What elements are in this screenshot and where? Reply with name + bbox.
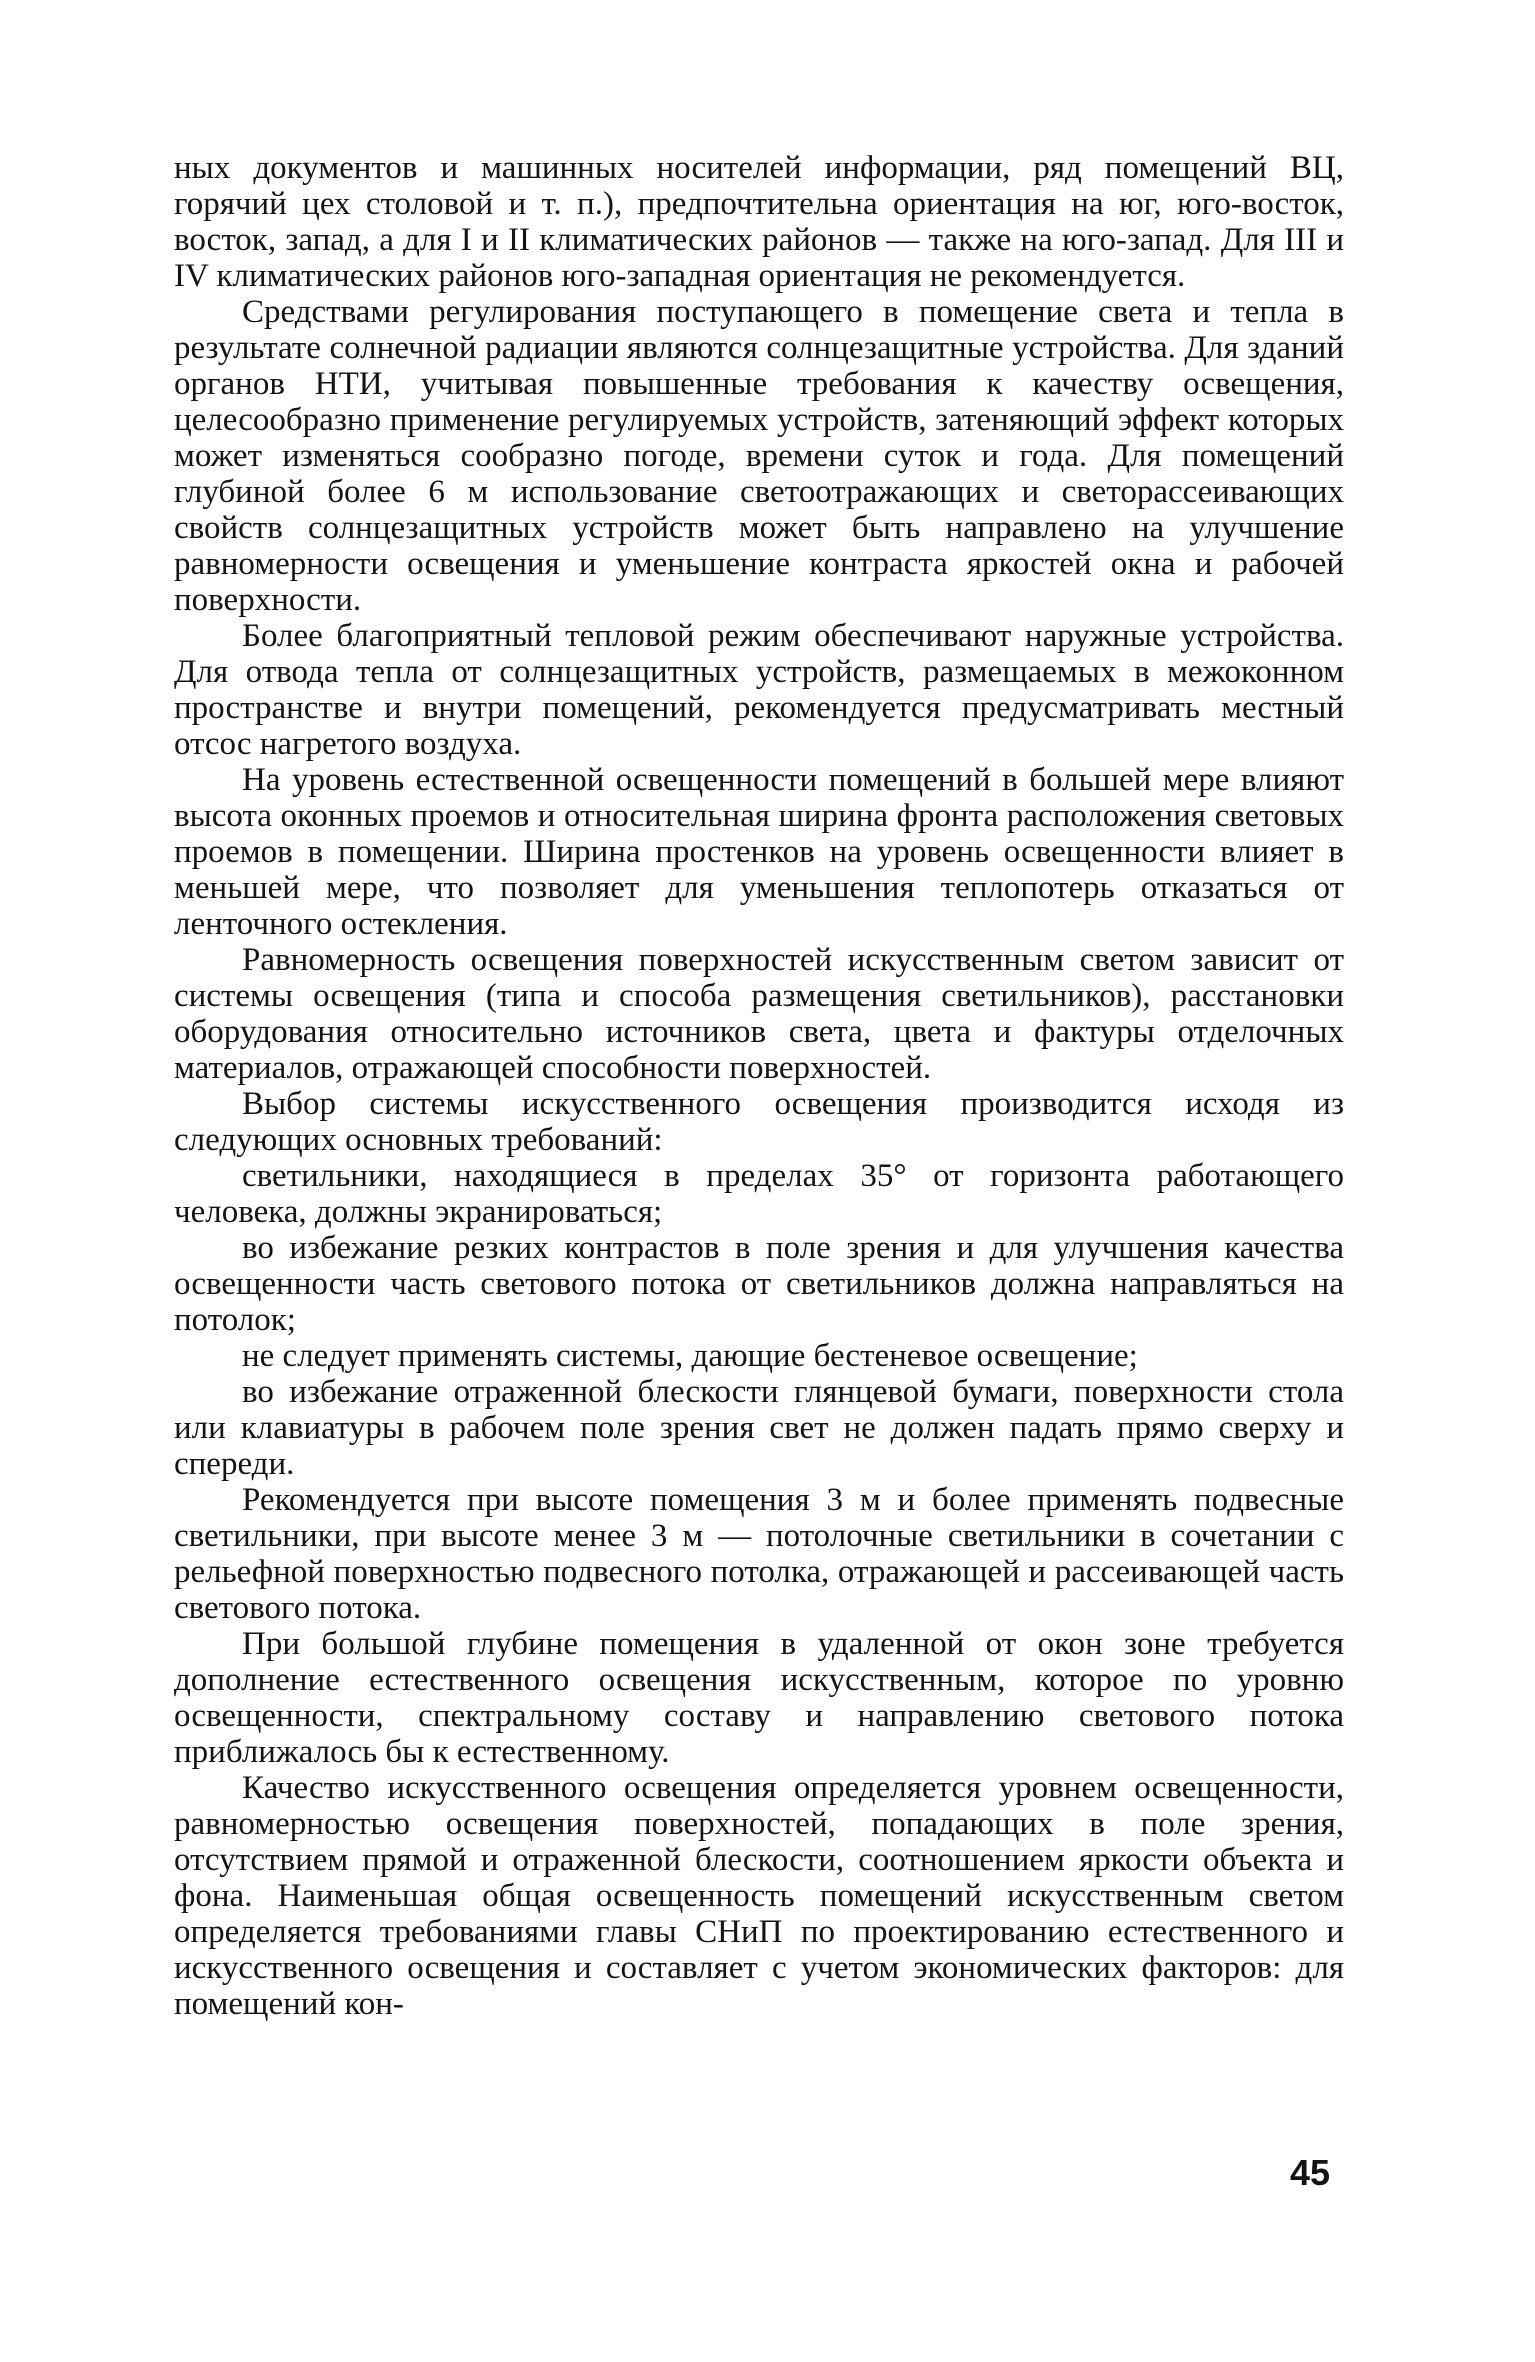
paragraph: Качество искусственного освещения определяется уровнем освещенности, равномерностью освещения поверхностей, попадающих в поле зрения, отсутствием прямой и отраженной блескости, соотношением яркости объекта и фона. Наименьшая общая освещенность помещений искусственным светом определяется требованиями главы СНиП по проектированию естественного и искусственного освещения и составляет с учетом экономических факторов: для помещений кон- — [174, 1770, 1344, 2022]
paragraph-continuation: ных документов и машинных носителей информации, ряд помещений ВЦ, горячий цех столовой и т. п.), предпочтительна ориентация на юг, юго-восток, восток, запад, а для I и II климатических районов — также на юго-запад. Для III и IV климатических районов юго-западная ориентация не рекомендуется. — [174, 150, 1344, 294]
paragraph: Равномерность освещения поверхностей искусственным светом зависит от системы освещения (типа и способа размещения светильников), расстановки оборудования относительно источников света, цвета и фактуры отделочных материалов, отражающей способности поверхностей. — [174, 942, 1344, 1086]
list-item: светильники, находящиеся в пределах 35° от горизонта работающего человека, должны экранироваться; — [174, 1158, 1344, 1230]
list-item: во избежание отраженной блескости глянцевой бумаги, поверхности стола или клавиатуры в рабочем поле зрения свет не должен падать прямо сверху и спереди. — [174, 1374, 1344, 1482]
page-number: 45 — [1290, 2152, 1331, 2193]
paragraph: Рекомендуется при высоте помещения 3 м и более применять подвесные светильники, при высоте менее 3 м — потолочные светильники в сочетании с рельефной поверхностью подвесного потолка, отражающей и рассеивающей часть светового потока. — [174, 1482, 1344, 1626]
paragraph: Выбор системы искусственного освещения производится исходя из следующих основных требований: — [174, 1086, 1344, 1158]
paragraph: При большой глубине помещения в удаленной от окон зоне требуется дополнение естественного освещения искусственным, которое по уровню освещенности, спектральному составу и направлению светового потока приближалось бы к естественному. — [174, 1626, 1344, 1770]
page-body — [174, 150, 1344, 2022]
list-item: не следует применять системы, дающие бестеневое освещение; — [242, 1338, 1138, 1374]
paragraph: На уровень естественной освещенности помещений в большей мере влияют высота оконных проемов и относительная ширина фронта расположения световых проемов в помещении. Ширина простенков на уровень освещенности влияет в меньшей мере, что позволяет для уменьшения теплопотерь отказаться от ленточного остекления. — [174, 762, 1344, 942]
list-item: во избежание резких контрастов в поле зрения и для улучшения качества освещенности часть светового потока от светильников должна направляться на потолок; — [174, 1230, 1344, 1338]
paragraph: Средствами регулирования поступающего в помещение света и тепла в результате солнечной радиации являются солнцезащитные устройства. Для зданий органов НТИ, учитывая повышенные требования к качеству освещения, целесообразно применение регулируемых устройств, затеняющий эффект которых может изменяться сообразно погоде, времени суток и года. Для помещений глубиной более 6 м использование светоотражающих и светорассеивающих свойств солнцезащитных устройств может быть направлено на улучшение равномерности освещения и уменьшение контраста яркостей окна и рабочей поверхности. — [174, 294, 1344, 618]
paragraph: Более благоприятный тепловой режим обеспечивают наружные устройства. Для отвода тепла от солнцезащитных устройств, размещаемых в межоконном пространстве и внутри помещений, рекомендуется предусматривать местный отсос нагретого воздуха. — [174, 618, 1344, 762]
